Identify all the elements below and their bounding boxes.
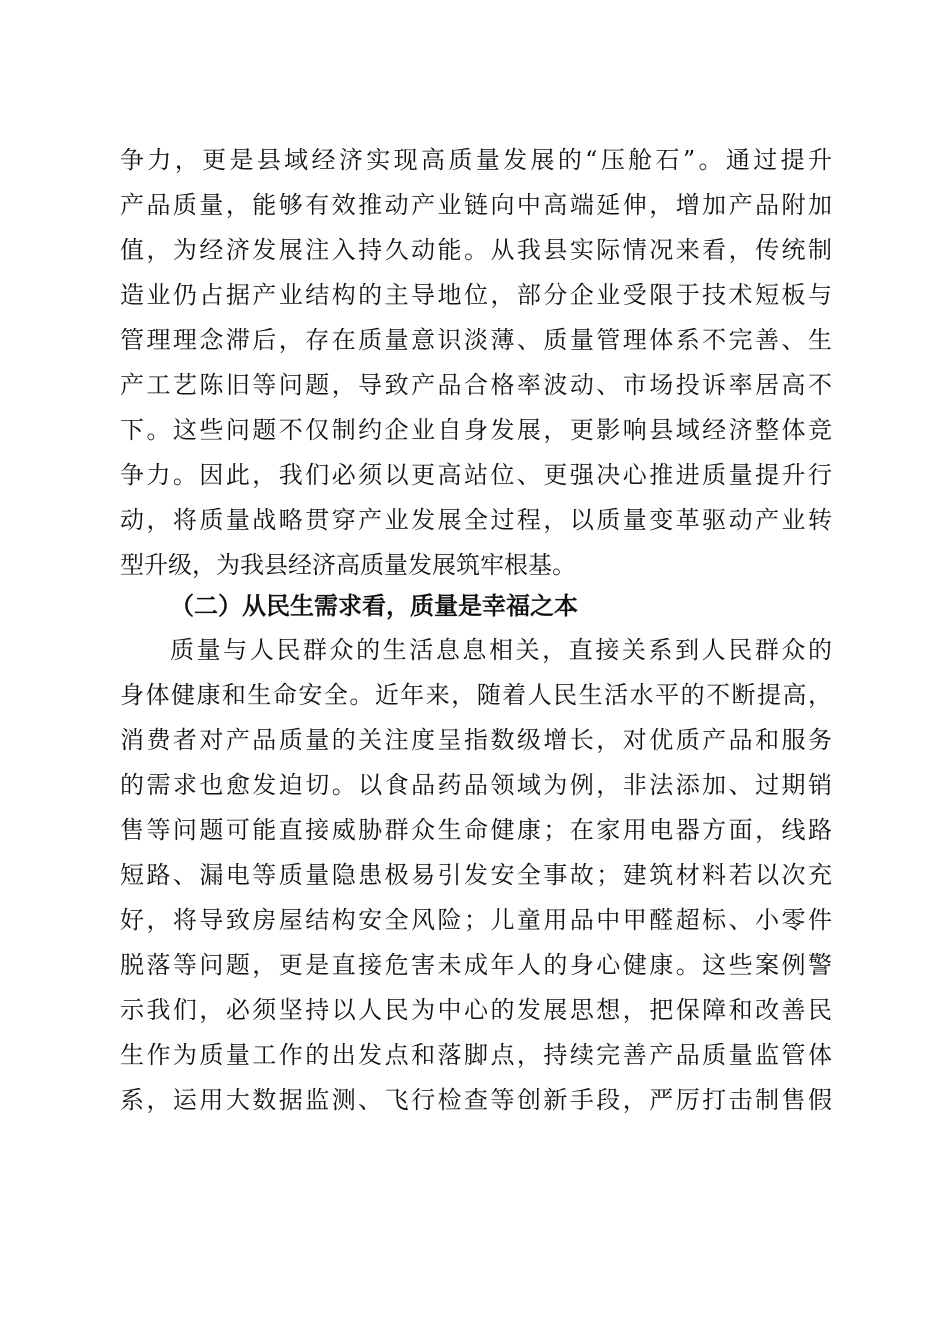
text-line: 造业仍占据产业结构的主导地位，部分企业受限于技术短板与 [120,281,832,309]
text-line: 售等问题可能直接威胁群众生命健康；在家用电器方面，线路 [120,816,832,844]
text-line: 生作为质量工作的出发点和落脚点，持续完善产品质量监管体 [120,1041,832,1069]
text-line: 的需求也愈发迫切。以食品药品领域为例，非法添加、过期销 [120,771,832,799]
text-line: 好，将导致房屋结构安全风险；儿童用品中甲醛超标、小零件 [120,906,832,934]
text-line: 值，为经济发展注入持久动能。从我县实际情况来看，传统制 [120,236,832,264]
text-line: 脱落等问题，更是直接危害未成年人的身心健康。这些案例警 [120,951,832,979]
paragraph-economic [120,138,832,588]
text-line: 系，运用大数据监测、飞行检查等创新手段，严厉打击制售假 [120,1086,832,1114]
text-line: 型升级，为我县经济高质量发展筑牢根基。 [120,551,576,579]
text-line: 产工艺陈旧等问题，导致产品合格率波动、市场投诉率居高不 [120,371,832,399]
text-line: 示我们，必须坚持以人民为中心的发展思想，把保障和改善民 [120,996,832,1024]
paragraph-livelihood [120,628,832,1123]
text-line: 消费者对产品质量的关注度呈指数级增长，对优质产品和服务 [120,726,832,754]
text-line: 争力，更是县域经济实现高质量发展的“压舱石”。通过提升 [120,146,832,174]
text-line: 质量与人民群众的生活息息相关，直接关系到人民群众的 [170,636,832,664]
text-line: 动，将质量战略贯穿产业发展全过程，以质量变革驱动产业转 [120,506,832,534]
text-line: 产品质量，能够有效推动产业链向中高端延伸，增加产品附加 [120,191,832,219]
text-line: 短路、漏电等质量隐患极易引发安全事故；建筑材料若以次充 [120,861,832,889]
text-line: 争力。因此，我们必须以更高站位、更强决心推进质量提升行 [120,461,832,489]
text-line: 下。这些问题不仅制约企业自身发展，更影响县域经济整体竞 [120,416,832,444]
text-line: 身体健康和生命安全。近年来，随着人民生活水平的不断提高， [120,681,832,709]
text-line: 管理理念滞后，存在质量意识淡薄、质量管理体系不完善、生 [120,326,832,354]
section-heading: （二）从民生需求看，质量是幸福之本 [170,591,578,620]
